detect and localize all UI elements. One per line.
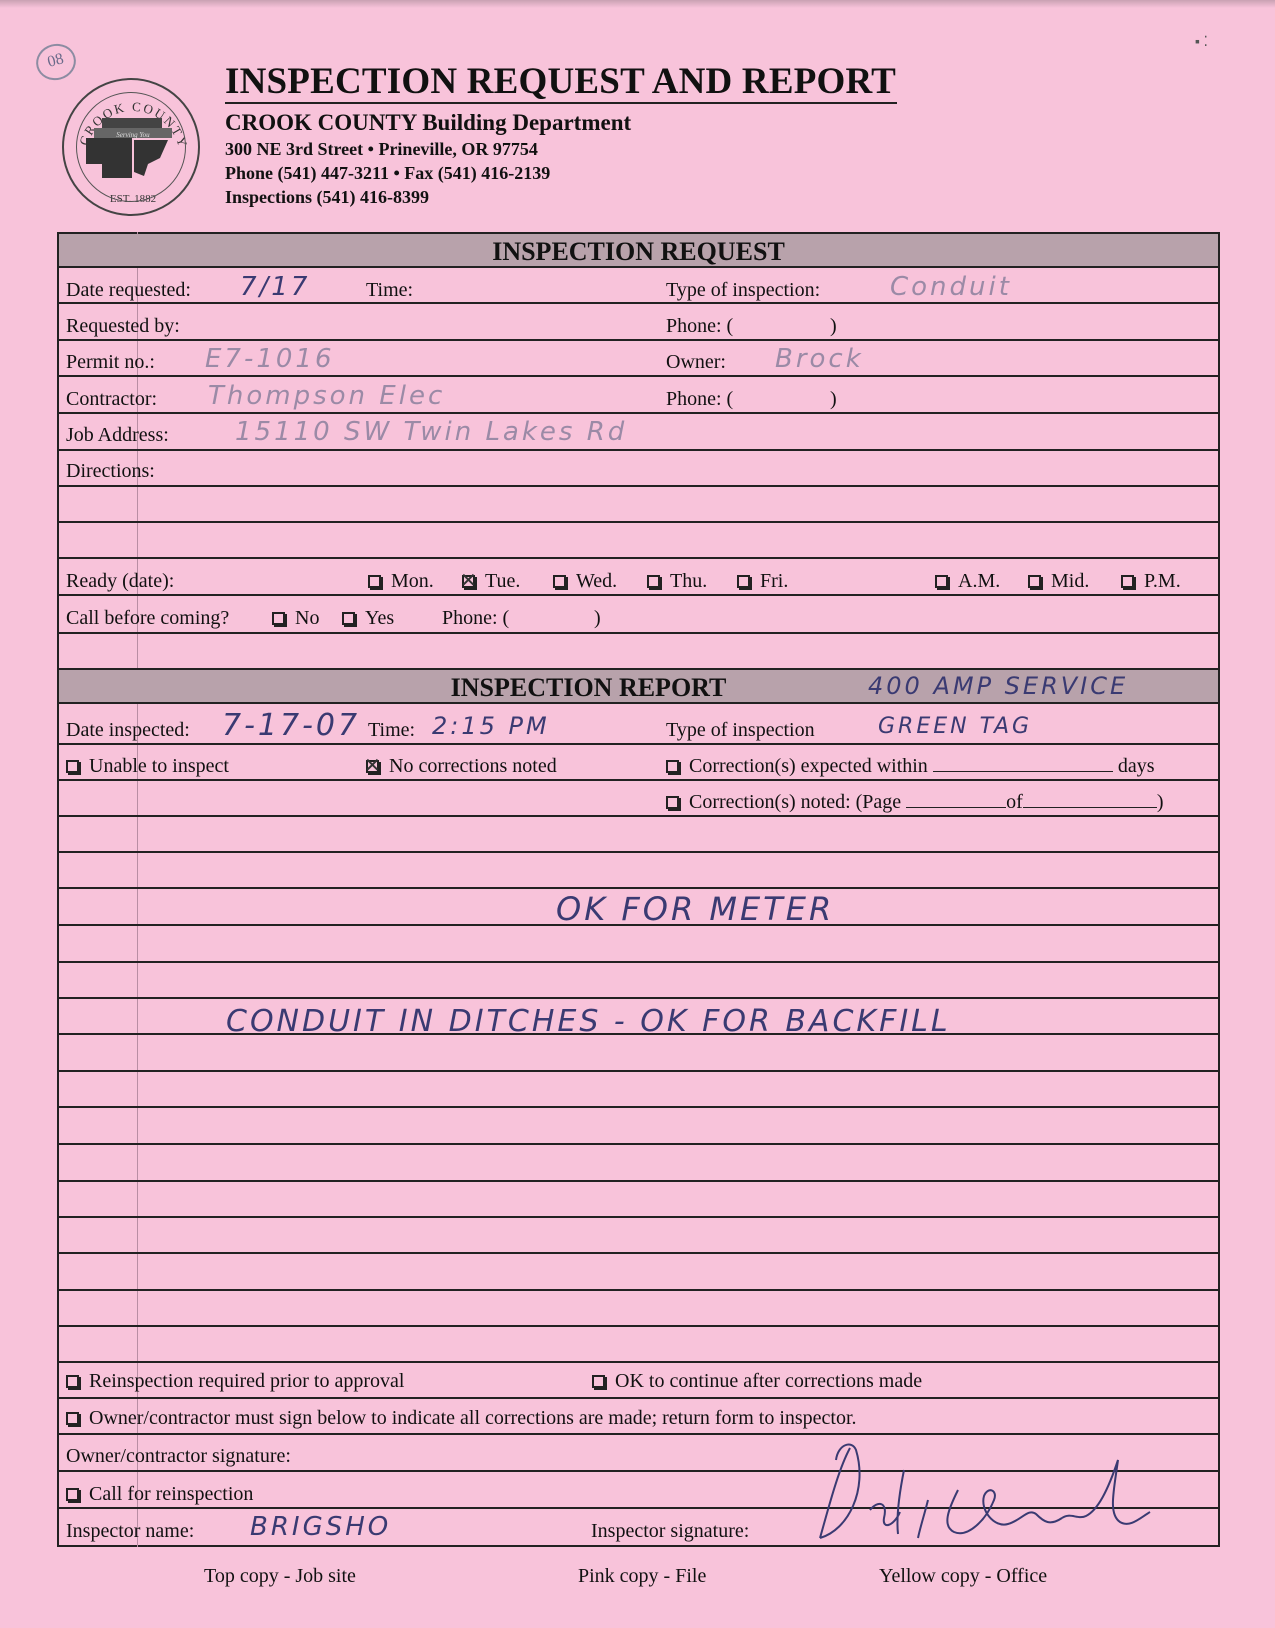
call-phone-close: ) [594, 607, 601, 629]
owner-must-sign-option[interactable] [66, 1407, 857, 1430]
date-inspected-value[interactable]: 7-17-07 [222, 708, 361, 743]
contractor-phone-label: Phone: ( [666, 388, 734, 410]
type-of-inspection-value[interactable]: Conduit [890, 272, 1012, 302]
inspector-name-label: Inspector name: [66, 1520, 195, 1542]
checkbox-unable[interactable] [66, 760, 79, 773]
seal-motto: Serving You [116, 131, 150, 139]
call-reinspection-label: Call for reinspection [89, 1483, 254, 1505]
call-option-yes[interactable] [342, 607, 394, 630]
no-corrections-label: No corrections noted [389, 755, 557, 777]
report-time-label: Time: [368, 719, 416, 741]
day-option-wed[interactable] [553, 570, 617, 593]
page-number-blank[interactable] [906, 791, 1006, 808]
report-heading: INSPECTION REPORT [450, 673, 727, 702]
requester-phone-close: ) [830, 315, 837, 337]
report-time-value[interactable]: 2:15 PM [432, 712, 550, 740]
checkbox-mid[interactable] [1028, 575, 1041, 588]
call-option-label: No [295, 607, 320, 629]
row-divider [59, 632, 1218, 634]
checkbox-thu[interactable] [647, 575, 660, 588]
footer-pink-copy: Pink copy - File [578, 1565, 707, 1587]
of-label: of [1006, 791, 1023, 813]
report-type-value[interactable]: GREEN TAG [878, 714, 1033, 739]
row-divider [59, 1397, 1218, 1399]
day-label: Tue. [485, 570, 521, 592]
note-line [59, 1216, 1218, 1218]
day-label: Thu. [670, 570, 708, 592]
row-divider [59, 449, 1218, 451]
row-divider [59, 412, 1218, 414]
call-for-reinspection-option[interactable] [66, 1483, 253, 1506]
checkbox-owner-must-sign[interactable] [66, 1412, 79, 1425]
checkbox-expected[interactable] [666, 760, 679, 773]
owner-must-sign-label: Owner/contractor must sign below to indicate all corrections are made; return form to inspector. [89, 1407, 857, 1429]
checkbox-no[interactable] [272, 612, 285, 625]
request-heading: INSPECTION REQUEST [492, 237, 785, 266]
checkbox-yes[interactable] [342, 612, 355, 625]
checkbox-tue-checked[interactable] [462, 575, 475, 588]
row-divider [59, 594, 1218, 596]
note-line [59, 1143, 1218, 1145]
footer-top-copy: Top copy - Job site [204, 1565, 356, 1587]
corrections-expected-option[interactable] [666, 755, 1154, 778]
checkbox-noted[interactable] [666, 796, 679, 809]
permit-number-value[interactable]: E7-1016 [205, 344, 335, 374]
row-divider [59, 668, 1218, 670]
contractor-label: Contractor: [66, 388, 158, 410]
inspection-note-2[interactable]: CONDUIT IN DITCHES - OK FOR BACKFILL [226, 1004, 951, 1039]
row-divider [59, 375, 1218, 377]
seal-top-text: CROOK COUNTY [75, 98, 191, 151]
day-label: Mon. [391, 570, 434, 592]
call-before-coming-label: Call before coming? [66, 607, 230, 629]
note-line [59, 1289, 1218, 1291]
time-label: Time: [366, 279, 414, 301]
note-line [59, 1070, 1218, 1072]
directions-label: Directions: [66, 460, 155, 482]
days-label: days [1117, 755, 1155, 777]
noted-label: Correction(s) noted: (Page [689, 791, 902, 813]
checkbox-no-corrections-checked[interactable] [366, 760, 379, 773]
noted-close: ) [1156, 791, 1164, 813]
contractor-value[interactable]: Thompson Elec [208, 381, 446, 411]
note-line [59, 961, 1218, 963]
request-section-header [59, 234, 1218, 268]
department-address: 300 NE 3rd Street • Prineville, OR 97754 [225, 139, 538, 159]
time-option-mid[interactable] [1028, 570, 1089, 593]
row-divider [59, 302, 1218, 304]
report-heading-note[interactable]: 400 AMP SERVICE [868, 672, 1129, 700]
inspector-name-value[interactable]: BRIGSHO [250, 1512, 392, 1542]
title-rule [225, 102, 897, 104]
row-divider [59, 339, 1218, 341]
inspection-note-1[interactable]: OK FOR METER [556, 890, 835, 928]
row-divider [59, 743, 1218, 745]
time-option-label: Mid. [1051, 570, 1090, 592]
handwritten-annotation: 08 [32, 39, 80, 84]
note-line [59, 997, 1218, 999]
call-phone-label: Phone: ( [442, 607, 510, 629]
checkbox-reinspection-required[interactable] [66, 1375, 79, 1388]
department-phone-fax: Phone (541) 447-3211 • Fax (541) 416-2139 [225, 163, 551, 183]
seal-est: EST. 1882 [109, 193, 157, 205]
corner-speck: ▪ ⁚ [1195, 35, 1208, 50]
row-divider [59, 815, 1218, 817]
ready-date-label: Ready (date): [66, 570, 175, 592]
day-option-fri[interactable] [737, 570, 788, 593]
page-top-edge [0, 0, 1275, 8]
ok-continue-option[interactable] [592, 1370, 922, 1393]
date-requested-label: Date requested: [66, 279, 191, 301]
checkbox-fri[interactable] [737, 575, 750, 588]
time-option-label: A.M. [958, 570, 1001, 592]
reinspection-required-label: Reinspection required prior to approval [89, 1370, 405, 1392]
corrections-noted-option[interactable] [666, 791, 1164, 814]
day-option-thu[interactable] [647, 570, 707, 593]
inspector-signature-label: Inspector signature: [591, 1520, 750, 1542]
inspector-signature-image [808, 1430, 1168, 1550]
ok-continue-label: OK to continue after corrections made [615, 1370, 923, 1392]
note-line [59, 1361, 1218, 1363]
time-option-am[interactable] [935, 570, 1000, 593]
owner-value[interactable]: Brock [775, 344, 864, 374]
day-label: Fri. [760, 570, 789, 592]
note-line [59, 1252, 1218, 1254]
job-address-label: Job Address: [66, 424, 169, 446]
note-line [59, 1325, 1218, 1327]
contractor-phone-close: ) [830, 388, 837, 410]
row-divider [59, 485, 1218, 487]
department-name: CROOK COUNTY Building Department [225, 110, 632, 135]
checkbox-mon[interactable] [368, 575, 381, 588]
job-address-value[interactable]: 15110 SW Twin Lakes Rd [235, 417, 628, 447]
row-divider [59, 521, 1218, 523]
checkbox-call-reinspection[interactable] [66, 1488, 79, 1501]
footer-yellow-copy: Yellow copy - Office [879, 1565, 1048, 1587]
form-title: INSPECTION REQUEST AND REPORT [225, 61, 896, 102]
row-divider [59, 557, 1218, 559]
day-option-tue[interactable] [462, 570, 520, 593]
permit-number-label: Permit no.: [66, 351, 155, 373]
date-requested-value[interactable]: 7/17 [240, 272, 311, 302]
owner-label: Owner: [666, 351, 726, 373]
unable-to-inspect-option[interactable] [66, 755, 229, 778]
day-option-mon[interactable] [368, 570, 434, 593]
type-of-inspection-label: Type of inspection: [666, 279, 821, 301]
time-option-label: P.M. [1144, 570, 1181, 592]
svg-text:CROOK COUNTY [76, 99, 191, 150]
owner-signature-label: Owner/contractor signature: [66, 1445, 291, 1467]
note-line [59, 851, 1218, 853]
time-option-pm[interactable] [1121, 570, 1181, 593]
inspections-phone: Inspections (541) 416-8399 [225, 187, 430, 207]
expected-days-blank[interactable] [933, 755, 1113, 772]
unable-label: Unable to inspect [89, 755, 229, 777]
date-inspected-label: Date inspected: [66, 719, 190, 741]
page-total-blank[interactable] [1023, 791, 1157, 808]
seal-graphic [64, 80, 202, 218]
expected-label: Correction(s) expected within [689, 755, 928, 777]
report-type-label: Type of inspection [666, 719, 815, 741]
call-option-label: Yes [365, 607, 395, 629]
checkbox-am[interactable] [935, 575, 948, 588]
call-option-no[interactable] [272, 607, 319, 630]
no-corrections-option[interactable] [366, 755, 557, 778]
checkbox-ok-continue[interactable] [592, 1375, 605, 1388]
requested-by-label: Requested by: [66, 315, 180, 337]
note-line [59, 887, 1218, 889]
note-line [59, 1180, 1218, 1182]
requester-phone-label: Phone: ( [666, 315, 734, 337]
note-line [59, 1106, 1218, 1108]
checkbox-wed[interactable] [553, 575, 566, 588]
row-divider [59, 779, 1218, 781]
reinspection-required-option[interactable] [66, 1370, 404, 1393]
day-label: Wed. [576, 570, 618, 592]
checkbox-pm[interactable] [1121, 575, 1134, 588]
county-seal-logo [62, 78, 200, 216]
